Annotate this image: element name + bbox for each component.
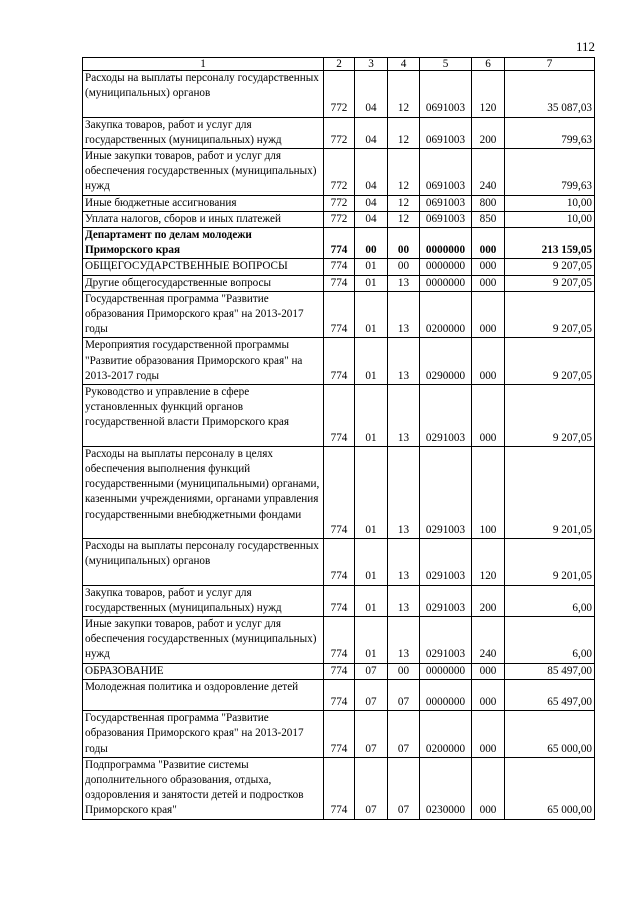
ministry-code-cell: 774	[324, 385, 355, 447]
target-article-cell: 0230000	[420, 757, 472, 819]
amount-cell: 65 497,00	[505, 679, 595, 710]
header-cell-4: 4	[388, 58, 420, 71]
subsection-code-cell: 12	[388, 211, 420, 227]
expense-type-cell: 100	[472, 446, 505, 538]
header-cell-5: 5	[420, 58, 472, 71]
budget-table	[82, 57, 595, 820]
target-article-cell: 0200000	[420, 291, 472, 338]
expense-name-cell: Руководство и управление в сфере установленных функций органов государственной власти Приморского края	[83, 385, 324, 447]
subsection-code-cell: 13	[388, 291, 420, 338]
ministry-code-cell: 774	[324, 446, 355, 538]
header-row	[83, 58, 595, 71]
expense-name-cell: Молодежная политика и оздоровление детей	[83, 679, 324, 710]
table-row	[83, 211, 595, 227]
amount-cell: 9 207,05	[505, 291, 595, 338]
ministry-code-cell: 774	[324, 259, 355, 275]
target-article-cell: 0000000	[420, 679, 472, 710]
amount-cell: 10,00	[505, 195, 595, 211]
ministry-code-cell: 772	[324, 117, 355, 148]
expense-name-cell: Закупка товаров, работ и услуг для государственных (муниципальных) нужд	[83, 585, 324, 616]
ministry-code-cell: 772	[324, 211, 355, 227]
ministry-code-cell: 774	[324, 711, 355, 758]
expense-name-cell: Закупка товаров, работ и услуг для государственных (муниципальных) нужд	[83, 117, 324, 148]
amount-cell: 9 207,05	[505, 259, 595, 275]
amount-cell: 799,63	[505, 117, 595, 148]
table-row	[83, 757, 595, 819]
section-code-cell: 00	[355, 228, 388, 259]
expense-type-cell: 200	[472, 117, 505, 148]
section-code-cell: 07	[355, 757, 388, 819]
ministry-code-cell: 774	[324, 585, 355, 616]
section-code-cell: 04	[355, 149, 388, 196]
table-row	[83, 275, 595, 291]
expense-type-cell: 120	[472, 71, 505, 118]
expense-type-cell: 000	[472, 338, 505, 385]
table-row	[83, 291, 595, 338]
header-cell-3: 3	[355, 58, 388, 71]
expense-name-cell: Уплата налогов, сборов и иных платежей	[83, 211, 324, 227]
section-code-cell: 01	[355, 291, 388, 338]
table-row	[83, 338, 595, 385]
target-article-cell: 0691003	[420, 211, 472, 227]
amount-cell: 10,00	[505, 211, 595, 227]
target-article-cell: 0200000	[420, 711, 472, 758]
table-row	[83, 663, 595, 679]
expense-name-cell: Государственная программа "Развитие образования Приморского края" на 2013-2017 годы	[83, 291, 324, 338]
section-code-cell: 01	[355, 385, 388, 447]
amount-cell: 85 497,00	[505, 663, 595, 679]
ministry-code-cell: 774	[324, 757, 355, 819]
target-article-cell: 0000000	[420, 663, 472, 679]
target-article-cell: 0291003	[420, 617, 472, 664]
expense-name-cell: Расходы на выплаты персоналу государственных (муниципальных) органов	[83, 539, 324, 586]
expense-type-cell: 000	[472, 663, 505, 679]
expense-type-cell: 000	[472, 259, 505, 275]
amount-cell: 9 207,05	[505, 385, 595, 447]
expense-type-cell: 000	[472, 757, 505, 819]
ministry-code-cell: 772	[324, 71, 355, 118]
expense-type-cell: 240	[472, 617, 505, 664]
target-article-cell: 0291003	[420, 585, 472, 616]
amount-cell: 9 207,05	[505, 275, 595, 291]
subsection-code-cell: 00	[388, 228, 420, 259]
section-code-cell: 04	[355, 211, 388, 227]
subsection-code-cell: 13	[388, 585, 420, 616]
expense-name-cell: ОБРАЗОВАНИЕ	[83, 663, 324, 679]
section-code-cell: 04	[355, 117, 388, 148]
page-number: 112	[575, 39, 595, 54]
expense-name-cell: Расходы на выплаты персоналу государственных (муниципальных) органов	[83, 71, 324, 118]
expense-name-cell: Государственная программа "Развитие образования Приморского края" на 2013-2017 годы	[83, 711, 324, 758]
expense-name-cell: Мероприятия государственной программы "Развитие образования Приморского края" на 2013-2017 годы	[83, 338, 324, 385]
ministry-code-cell: 772	[324, 149, 355, 196]
expense-type-cell: 000	[472, 228, 505, 259]
ministry-code-cell: 774	[324, 617, 355, 664]
expense-type-cell: 800	[472, 195, 505, 211]
subsection-code-cell: 12	[388, 117, 420, 148]
table-row	[83, 446, 595, 538]
table-row	[83, 149, 595, 196]
table-row	[83, 117, 595, 148]
header-cell-1: 1	[83, 58, 324, 71]
subsection-code-cell: 00	[388, 663, 420, 679]
section-code-cell: 07	[355, 663, 388, 679]
subsection-code-cell: 13	[388, 385, 420, 447]
section-code-cell: 04	[355, 71, 388, 118]
amount-cell: 35 087,03	[505, 71, 595, 118]
target-article-cell: 0691003	[420, 195, 472, 211]
table-row	[83, 585, 595, 616]
subsection-code-cell: 07	[388, 711, 420, 758]
subsection-code-cell: 13	[388, 617, 420, 664]
table-row	[83, 679, 595, 710]
subsection-code-cell: 13	[388, 539, 420, 586]
target-article-cell: 0000000	[420, 275, 472, 291]
section-code-cell: 01	[355, 338, 388, 385]
target-article-cell: 0000000	[420, 259, 472, 275]
subsection-code-cell: 12	[388, 149, 420, 196]
ministry-code-cell: 774	[324, 539, 355, 586]
table-row	[83, 259, 595, 275]
table-row	[83, 539, 595, 586]
amount-cell: 6,00	[505, 585, 595, 616]
ministry-code-cell: 774	[324, 338, 355, 385]
expense-type-cell: 000	[472, 679, 505, 710]
subsection-code-cell: 12	[388, 195, 420, 211]
ministry-code-cell: 774	[324, 275, 355, 291]
ministry-code-cell: 774	[324, 679, 355, 710]
subsection-code-cell: 13	[388, 275, 420, 291]
section-code-cell: 01	[355, 539, 388, 586]
expense-name-cell: Расходы на выплаты персоналу в целях обеспечения выполнения функций государственными (муниципальными) органами, казенными учреждениями, органами управления государственными внебюджетными фондами	[83, 446, 324, 538]
expense-name-cell: ОБЩЕГОСУДАРСТВЕННЫЕ ВОПРОСЫ	[83, 259, 324, 275]
target-article-cell: 0691003	[420, 149, 472, 196]
header-cell-7: 7	[505, 58, 595, 71]
section-code-cell: 01	[355, 259, 388, 275]
table-row	[83, 617, 595, 664]
target-article-cell: 0291003	[420, 539, 472, 586]
table-row	[83, 385, 595, 447]
expense-name-cell: Иные закупки товаров, работ и услуг для обеспечения государственных (муниципальных) нужд	[83, 617, 324, 664]
table-row	[83, 71, 595, 118]
ministry-code-cell: 774	[324, 228, 355, 259]
target-article-cell: 0000000	[420, 228, 472, 259]
table-row	[83, 711, 595, 758]
expense-type-cell: 200	[472, 585, 505, 616]
amount-cell: 65 000,00	[505, 757, 595, 819]
header-cell-6: 6	[472, 58, 505, 71]
expense-type-cell: 000	[472, 711, 505, 758]
target-article-cell: 0691003	[420, 117, 472, 148]
target-article-cell: 0291003	[420, 385, 472, 447]
subsection-code-cell: 13	[388, 446, 420, 538]
expense-type-cell: 000	[472, 275, 505, 291]
subsection-code-cell: 12	[388, 71, 420, 118]
target-article-cell: 0290000	[420, 338, 472, 385]
expense-name-cell: Подпрограмма "Развитие системы дополнительного образования, отдыха, оздоровления и занятости детей и подростков Приморского края"	[83, 757, 324, 819]
section-code-cell: 04	[355, 195, 388, 211]
section-code-cell: 01	[355, 617, 388, 664]
header-cell-2: 2	[324, 58, 355, 71]
expense-type-cell: 000	[472, 385, 505, 447]
expense-type-cell: 850	[472, 211, 505, 227]
expense-name-cell: Иные закупки товаров, работ и услуг для обеспечения государственных (муниципальных) нужд	[83, 149, 324, 196]
subsection-code-cell: 07	[388, 757, 420, 819]
section-code-cell: 01	[355, 275, 388, 291]
expense-type-cell: 000	[472, 291, 505, 338]
amount-cell: 6,00	[505, 617, 595, 664]
subsection-code-cell: 00	[388, 259, 420, 275]
amount-cell: 9 207,05	[505, 338, 595, 385]
ministry-code-cell: 772	[324, 195, 355, 211]
table-row	[83, 228, 595, 259]
expense-type-cell: 120	[472, 539, 505, 586]
target-article-cell: 0691003	[420, 71, 472, 118]
expense-type-cell: 240	[472, 149, 505, 196]
expense-name-cell: Департамент по делам молодежи Приморского края	[83, 228, 324, 259]
amount-cell: 213 159,05	[505, 228, 595, 259]
table-row	[83, 195, 595, 211]
expense-name-cell: Другие общегосударственные вопросы	[83, 275, 324, 291]
section-code-cell: 07	[355, 711, 388, 758]
expense-name-cell: Иные бюджетные ассигнования	[83, 195, 324, 211]
amount-cell: 9 201,05	[505, 446, 595, 538]
amount-cell: 65 000,00	[505, 711, 595, 758]
section-code-cell: 07	[355, 679, 388, 710]
ministry-code-cell: 774	[324, 291, 355, 338]
target-article-cell: 0291003	[420, 446, 472, 538]
amount-cell: 9 201,05	[505, 539, 595, 586]
section-code-cell: 01	[355, 585, 388, 616]
ministry-code-cell: 774	[324, 663, 355, 679]
subsection-code-cell: 13	[388, 338, 420, 385]
subsection-code-cell: 07	[388, 679, 420, 710]
section-code-cell: 01	[355, 446, 388, 538]
amount-cell: 799,63	[505, 149, 595, 196]
